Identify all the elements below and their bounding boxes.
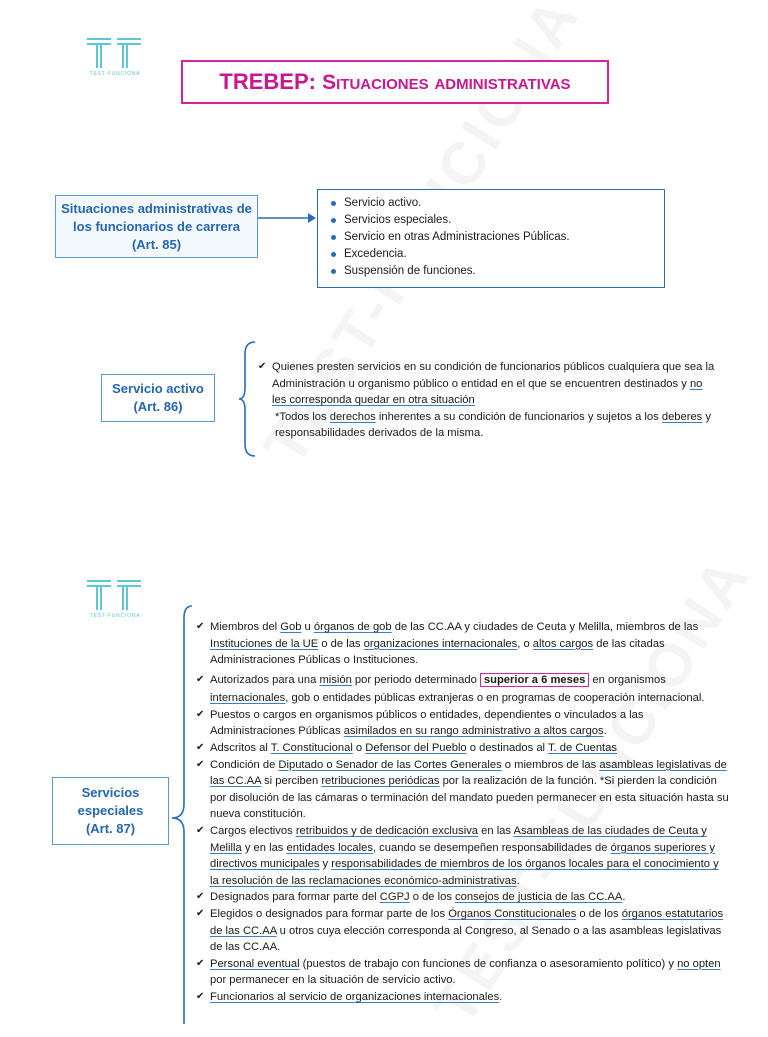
servicio-activo-list (258, 359, 718, 409)
logo-text: TEST-FUNCIONA (89, 71, 141, 77)
arrow-icon (258, 211, 318, 225)
list-item: Servicios especiales. (328, 212, 654, 229)
list-item: Suspensión de funciones. (328, 263, 654, 280)
label-line: especiales (77, 803, 144, 818)
list-item: ✔ Elegidos o designados para formar parte de los Órganos Constitucionales o de los órganos estatutarios de las CC.AA u otros cuya elección corresponda al Congreso, al Senado o a las asambleas legislativas de las CC.AA. (196, 906, 730, 956)
list-item: ✔ Quienes presten servicios en su condición de funcionarios públicos cualquiera que sea la Administración u organismo público o entidad en el que se encuentren destinados y no les corresponda quedar en otra situación (258, 359, 718, 409)
list-item: ✔ Puestos o cargos en organismos públicos o entidades, dependientes o vinculados a las Administraciones Públicas asimilados en su rango administrativo a altos cargos. (196, 707, 730, 740)
situaciones-list (328, 195, 654, 280)
label-line: los funcionarios de carrera (73, 218, 240, 234)
page-title (181, 60, 609, 104)
title-sub: Situaciones administrativas (322, 71, 571, 94)
servicios-especiales-label (52, 777, 169, 845)
servicios-especiales-list (196, 619, 730, 1005)
situaciones-label (55, 195, 258, 258)
list-item: ✔ Condición de Diputado o Senador de las Cortes Generales o miembros de las asambleas legislativas de las CC.AA si perciben retribuciones periódicas por la realización de la función. *Si pierden la condición por disolución de las cámaras o terminación del mandato pueden permanecer en esta situación hasta su nueva constitución. (196, 757, 730, 823)
list-item: Servicio activo. (328, 195, 654, 212)
list-item: ✔ Personal eventual (puestos de trabajo con funciones de confianza o asesoramiento político) y no opten por permanecer en la situación de servicio activo. (196, 956, 730, 989)
situaciones-list-box (317, 189, 665, 288)
brace-icon (170, 604, 194, 1024)
list-item: ✔ Funcionarios al servicio de organizaciones internacionales. (196, 989, 730, 1006)
label-line: Situaciones administrativas de (61, 200, 252, 216)
list-item: ✔ Cargos electivos retribuidos y de dedicación exclusiva en las Asambleas de las ciudades de Ceuta y Melilla y en las entidades locales, cuando se desempeñen responsabilidades de órganos superiores y directivos municipales y responsabilidades de miembros de los órganos locales para el conocimiento y la resolución de las reclamaciones económico-administrativas. (196, 823, 730, 889)
label-line: Servicio activo (112, 381, 204, 396)
servicios-especiales-text (196, 619, 730, 1005)
servicio-activo-label (101, 374, 215, 422)
list-item: ✔ Miembros del Gob u órganos de gob de las CC.AA y ciudades de Ceuta y Melilla, miembros de las Instituciones de la UE o de las organizaciones internacionales, o altos cargos de las citadas Administraciones Públicas o Instituciones. (196, 619, 730, 669)
logo-text: TEST-FUNCIONA (89, 613, 141, 619)
note-text: *Todos los derechos inherentes a su condición de funcionarios y sujetos a los deberes y responsabilidades derivados de la misma. (275, 410, 711, 440)
servicio-activo-text (258, 359, 718, 442)
label-line: (Art. 86) (133, 399, 183, 414)
label-line: (Art. 85) (131, 236, 182, 252)
test-funciona-logo (85, 578, 145, 628)
list-item: Excedencia. (328, 246, 654, 263)
label-line: (Art. 87) (85, 821, 136, 836)
list-item: ✔ Designados para formar parte del CGPJ o de los consejos de justicia de las CC.AA. (196, 889, 730, 906)
list-item: ✔ Adscritos al T. Constitucional o Defensor del Pueblo o destinados al T. de Cuentas (196, 740, 730, 757)
list-item: ✔ Autorizados para una misión por periodo determinado superior a 6 meses en organismos internacionales, gob o entidades públicas extranjeras o en programas de cooperación internacional. (196, 671, 730, 707)
label-line: Servicios (81, 785, 140, 800)
brace-icon (237, 340, 259, 458)
list-item: Servicio en otras Administraciones Públicas. (328, 229, 654, 246)
test-funciona-logo (85, 36, 145, 86)
highlight-box: superior a 6 meses (480, 673, 589, 687)
title-main: TREBEP: (219, 69, 316, 94)
